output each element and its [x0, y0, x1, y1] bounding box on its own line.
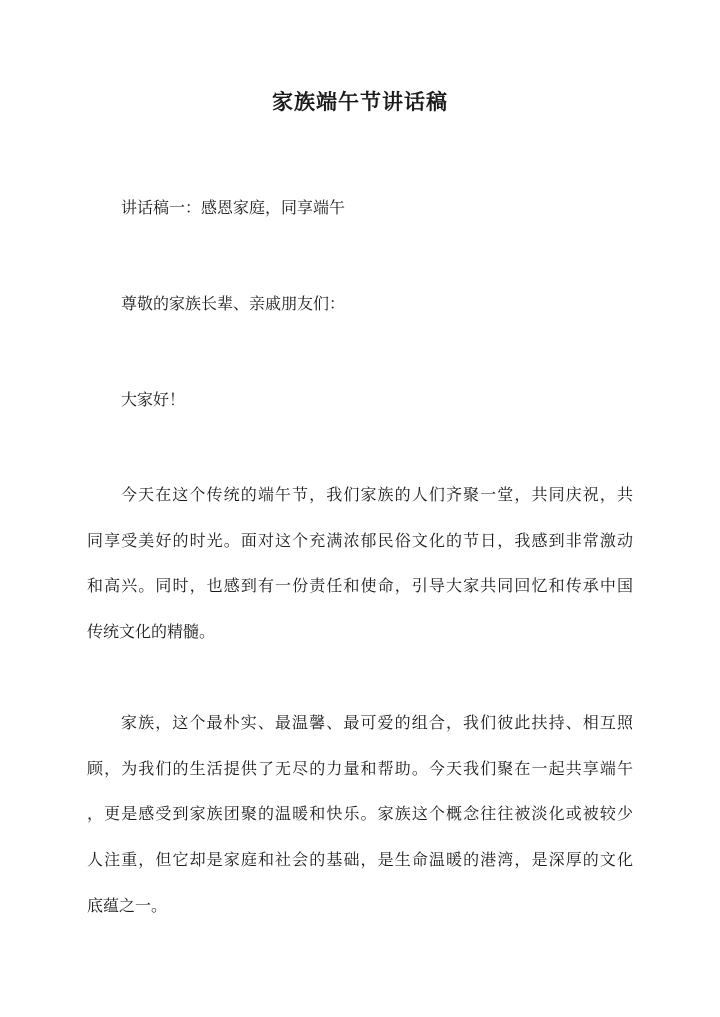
paragraph-2-line: 底蕴之一。 — [87, 895, 168, 915]
paragraph-2-line: 家族，这个最朴实、最温馨、最可爱的组合，我们彼此扶持、相互照 — [121, 713, 633, 732]
salutation: 尊敬的家族长辈、亲戚朋友们： — [121, 294, 346, 313]
greeting: 大家好！ — [121, 390, 186, 409]
paragraph-1-line: 传统文化的精髓。 — [87, 622, 216, 642]
document-title: 家族端午节讲话稿 — [272, 89, 448, 114]
paragraph-1-line: 同享受美好的时光。面对这个充满浓郁民俗文化的节日，我感到非常激动 — [87, 530, 633, 550]
paragraph-2-line: ，更是感受到家族团聚的温暖和快乐。家族这个概念往往被淡化或被较少 — [87, 804, 633, 824]
paragraph-2-line: 人注重，但它却是家庭和社会的基础，是生命温暖的港湾，是深厚的文化 — [87, 850, 633, 870]
paragraph-1-line: 和高兴。同时，也感到有一份责任和使命，引导大家共同回忆和传承中国 — [87, 576, 633, 596]
paragraph-1 — [87, 483, 633, 666]
paragraph-1-line: 今天在这个传统的端午节，我们家族的人们齐聚一堂，共同庆祝，共 — [121, 485, 633, 504]
paragraph-2 — [87, 711, 633, 939]
paragraph-2-line: 顾，为我们的生活提供了无尽的力量和帮助。今天我们聚在一起共享端午 — [87, 758, 633, 778]
speech-subtitle: 讲话稿一：感恩家庭，同享端午 — [121, 198, 346, 217]
